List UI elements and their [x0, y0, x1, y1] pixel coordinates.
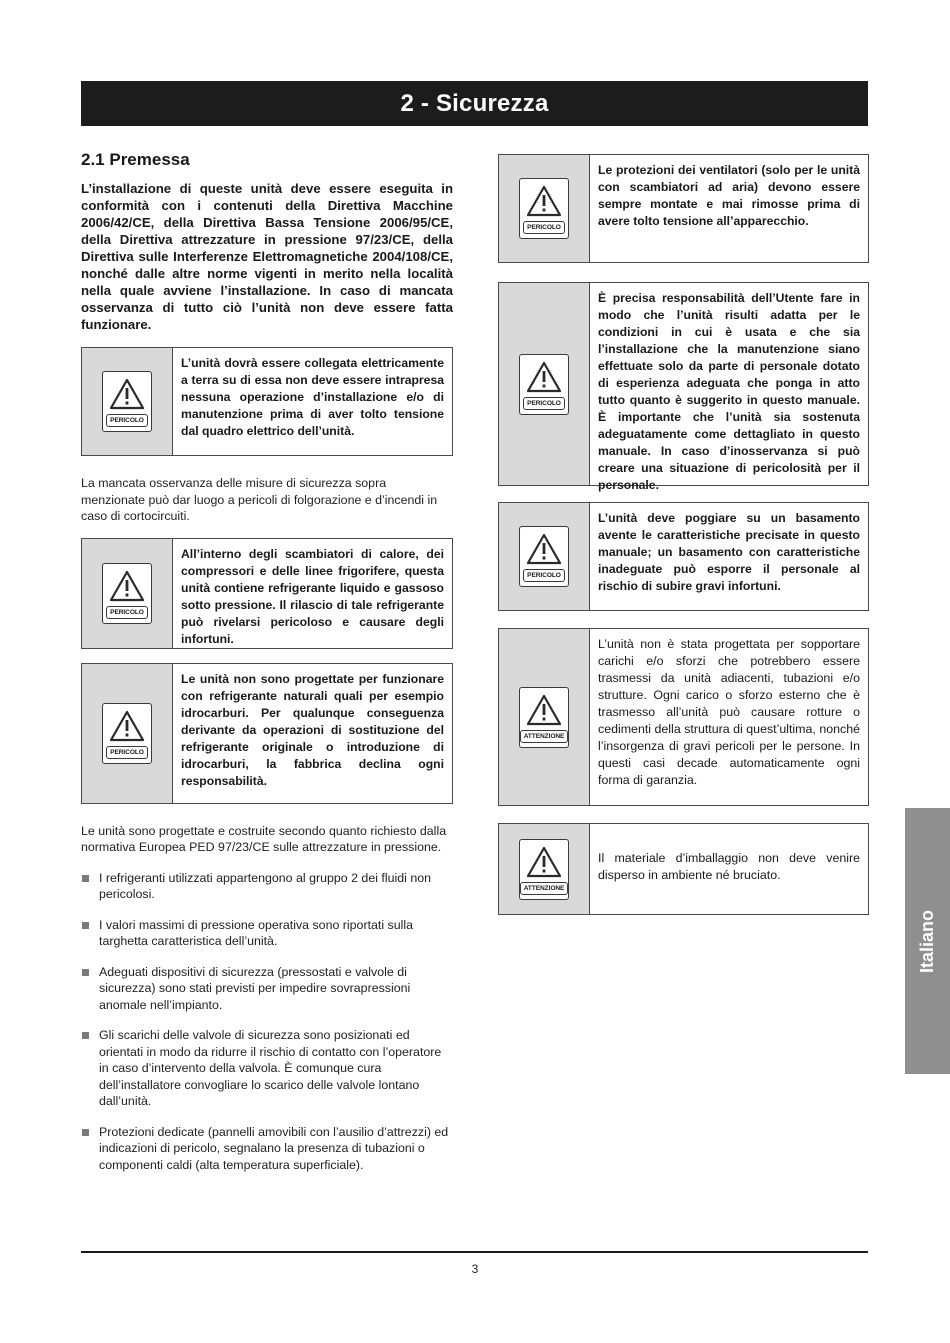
- warning-text: Le unità non sono progettate per funzionare con refrigerante naturali quali per esempio idrocarburi. Per qualunque conseguenza derivante da operazioni di sostituzione del refrigerante originale o introduzione di idrocarburi, la fabbrica declina ogni responsabilità.: [181, 671, 444, 788]
- warning-text: Le protezioni dei ventilatori (solo per le unità con scambiatori ad aria) devono essere sempre montate e mai rimosse prima di avere tolto tensione all’apparecchio.: [598, 163, 860, 228]
- sign-label: PERICOLO: [523, 569, 565, 582]
- paragraph-shock-risk: La mancata osservanza delle misure di sicurezza sopra menzionate può dar luogo a pericoli di folgorazione e d’incendi in caso di cortocircuiti.: [81, 476, 438, 523]
- warning-triangle-icon: [526, 361, 562, 393]
- language-tab-label: Italiano: [917, 909, 938, 973]
- language-tab: [905, 808, 950, 1074]
- list-item: Adeguati dispositivi di sicurezza (pressostati e valvole di sicurezza) sono stati previsti per impedire sovrapressioni anomale nell’impianto.: [81, 964, 453, 1014]
- list-item: Gli scarichi delle valvole di sicurezza sono posizionati ed orientati in modo da ridurre il rischio di contatto con l’operatore in caso d’intervento della valvola. È comunque cura dell’installatore convogliare lo scarico delle valvole lontano dall’unità.: [81, 1027, 453, 1110]
- square-bullet-icon: [82, 1129, 89, 1136]
- sign-label: PERICOLO: [106, 414, 148, 427]
- attention-sign-icon: [519, 839, 569, 900]
- warning-triangle-icon: [109, 378, 145, 410]
- warning-box-base: [498, 502, 869, 611]
- warning-text: L’unità dovrà essere collegata elettricamente a terra su di essa non deve essere intrapresa nessuna operazione d’installazione e/o di manutenzione prima di aver tolto tensione dal quadro elettrico dell’unità.: [181, 356, 444, 438]
- sign-label: PERICOLO: [106, 606, 148, 619]
- warning-box-packaging: [498, 823, 869, 915]
- left-column: [81, 150, 453, 1187]
- danger-sign-icon: [102, 371, 152, 432]
- warning-triangle-icon: [526, 533, 562, 565]
- danger-sign-icon: [519, 354, 569, 415]
- square-bullet-icon: [82, 969, 89, 976]
- square-bullet-icon: [82, 875, 89, 882]
- warning-triangle-icon: [526, 846, 562, 878]
- warning-box-refrigerant-pressure: [81, 538, 453, 649]
- warning-box-fan-guards: [498, 154, 869, 263]
- page-title-bar: [81, 81, 868, 126]
- square-bullet-icon: [82, 1032, 89, 1039]
- safety-list: [81, 870, 453, 1174]
- sign-label: ATTENZIONE: [520, 730, 569, 743]
- page-title: 2 - Sicurezza: [400, 89, 549, 117]
- warning-triangle-icon: [526, 694, 562, 726]
- warning-text: L’unità non è stata progettata per sopportare carichi e/o sforzi che potrebbero essere trasmessi da unità adiacenti, tubazioni e/o strutture. Ogni carico o sforzo esterno che è trasmesso all’unità può causare rotture o cedimenti della struttura di quest’ultima, nonché l’insorgenza di gravi pericoli per le persone. In questi casi decade automaticamente ogni forma di garanzia.: [598, 637, 860, 787]
- list-item: I valori massimi di pressione operativa sono riportati sulla targhetta caratteristica dell’unità.: [81, 917, 453, 950]
- sign-label: PERICOLO: [523, 397, 565, 410]
- right-column: [498, 154, 869, 915]
- sign-label: PERICOLO: [523, 221, 565, 234]
- warning-text: L’unità deve poggiare su un basamento avente le caratteristiche precisate in questo manuale; un basamento con caratteristiche inadeguate può esporre il personale al rischio di subire gravi infortuni.: [598, 511, 860, 593]
- danger-sign-icon: [102, 703, 152, 764]
- sign-label: PERICOLO: [106, 746, 148, 759]
- footer-rule: [81, 1251, 868, 1253]
- warning-box-external-loads: [498, 628, 869, 806]
- warning-text: All’interno degli scambiatori di calore, dei compressori e delle linee frigorifere, questa unità contiene refrigerante liquido e gassoso sotto pressione. Il rilascio di tale refrigerante può rivelarsi pericoloso e causare degli infortuni.: [181, 546, 444, 646]
- warning-triangle-icon: [109, 570, 145, 602]
- warning-text: È precisa responsabilità dell’Utente fare in modo che l’unità risulti adatta per le condizioni in cui è usata e che sia l’installazione che la manutenzione siano effettuate solo da parte di personale dotato di esperienza adeguata che ponga in atto tutto quanto è suggerito in questo manuale. È importante che l’unità sia sostenuta adeguatamente come dettagliato in questo manuale. In caso d’inosservanza si può creare una situazione di pericolosità per il personale.: [598, 291, 860, 492]
- page-number: 3: [471, 1262, 479, 1276]
- danger-sign-icon: [519, 526, 569, 587]
- warning-box-user-responsibility: [498, 282, 869, 492]
- warning-triangle-icon: [109, 710, 145, 742]
- attention-sign-icon: [519, 687, 569, 748]
- paragraph-ped: Le unità sono progettate e costruite secondo quanto richiesto dalla normativa Europea PED 97/23/CE sulle attrezzature in pressione.: [81, 823, 447, 854]
- section-heading: 2.1 Premessa: [81, 150, 190, 169]
- square-bullet-icon: [82, 922, 89, 929]
- warning-text: Il materiale d’imballaggio non deve venire disperso in ambiente né bruciato.: [598, 851, 860, 882]
- danger-sign-icon: [519, 178, 569, 239]
- list-item: Protezioni dedicate (pannelli amovibili con l’ausilio d’attrezzi) ed indicazioni di pericolo, segnalano la presenza di tubazioni o componenti caldi (alta temperatura superficiale).: [81, 1124, 453, 1174]
- warning-box-hydrocarbons: [81, 663, 453, 804]
- sign-label: ATTENZIONE: [520, 882, 569, 895]
- list-item: I refrigeranti utilizzati appartengono al gruppo 2 dei fluidi non pericolosi.: [81, 870, 453, 903]
- danger-sign-icon: [102, 563, 152, 624]
- intro-paragraph: L’installazione di queste unità deve essere eseguita in conformità con i contenuti della Direttiva Macchine 2006/42/CE, della Direttiva Bassa Tensione 2006/95/CE, della Direttiva attrezzature in pressione 97/23/CE, della Direttiva sulle Interferenze Elettromagnetiche 2004/108/CE, nonché dalle altre norme vigenti in merito nella località nella quale avviene l’installazione. In caso di mancata osservanza di tutto ciò l’unità non deve essere fatta funzionare.: [81, 181, 453, 332]
- warning-box-electrical: [81, 347, 453, 456]
- warning-triangle-icon: [526, 185, 562, 217]
